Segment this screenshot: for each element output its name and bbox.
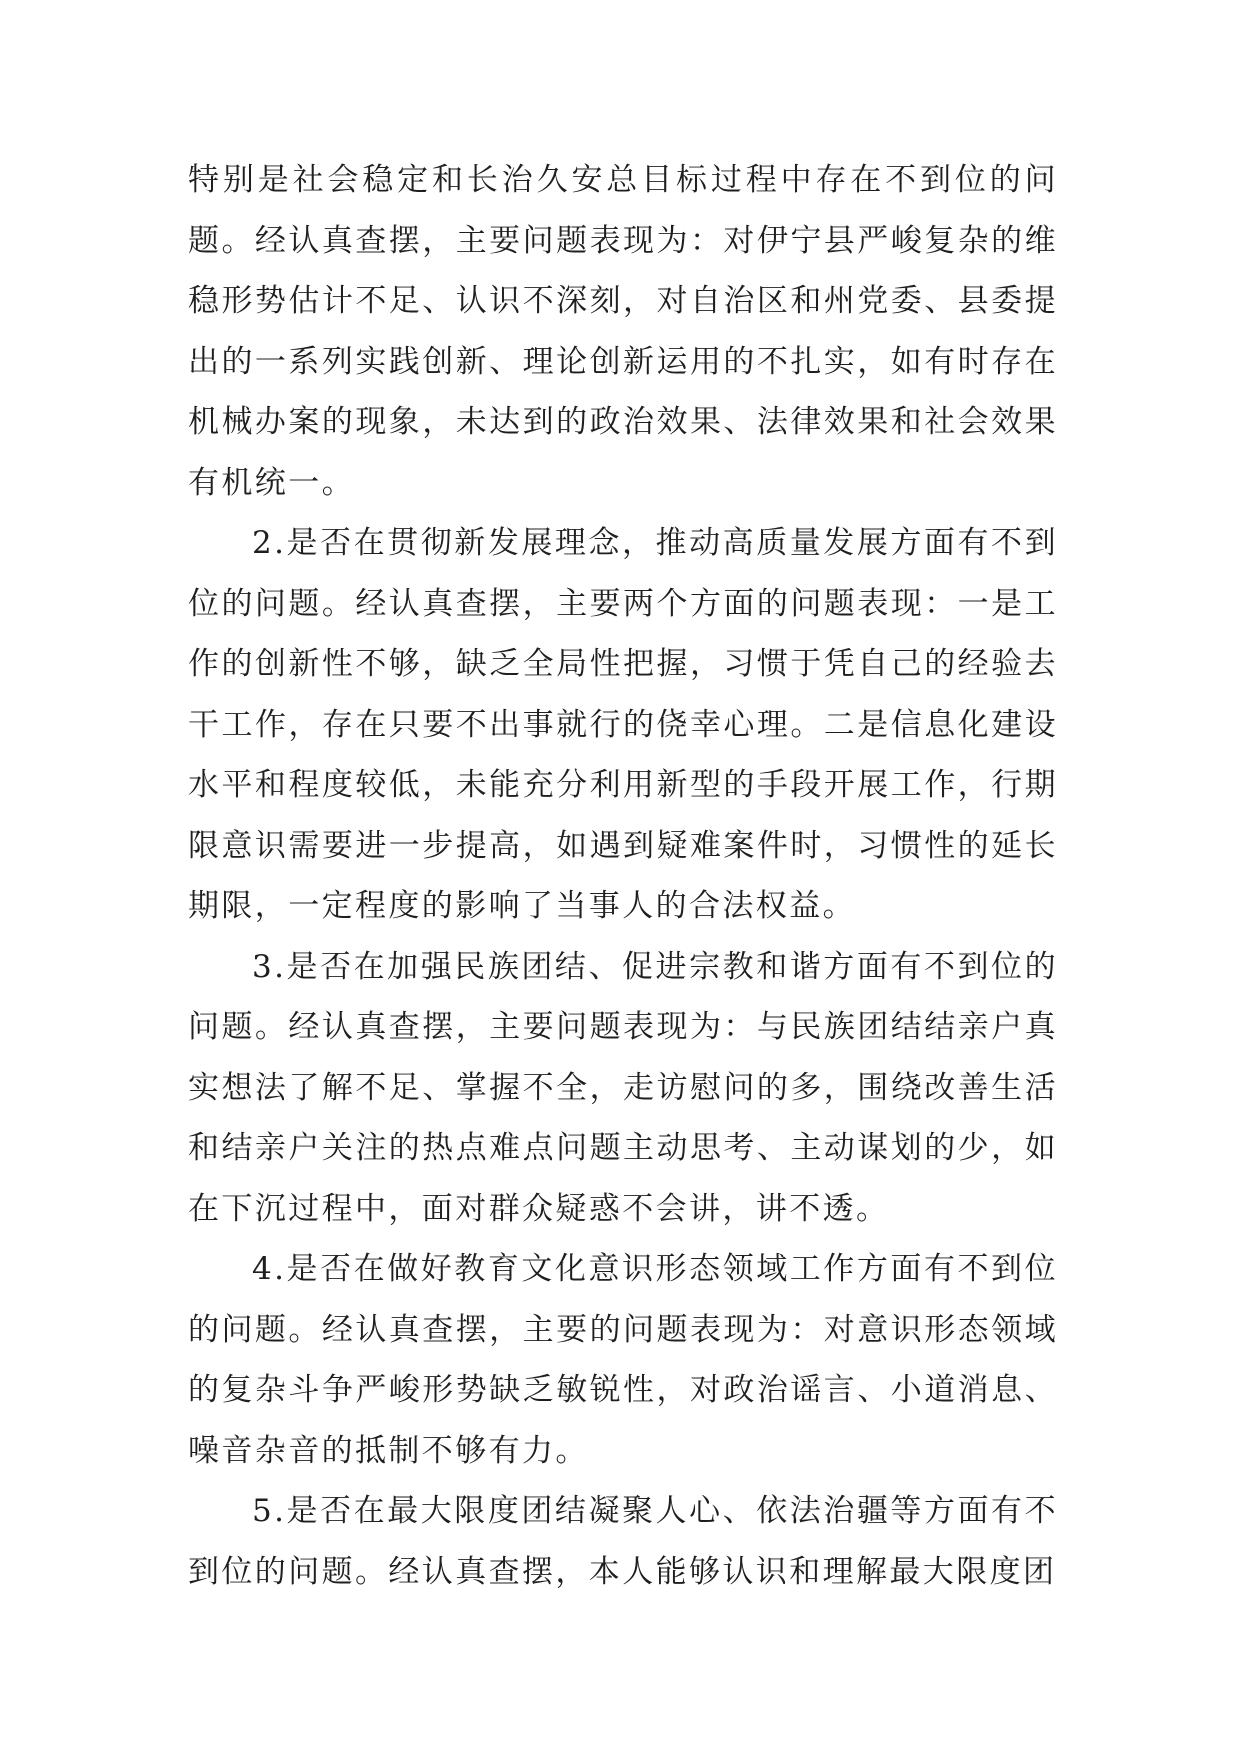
- paragraph-continuation: 特别是社会稳定和长治久安总目标过程中存在不到位的问题。经认真查摆，主要问题表现为：对伊宁县严峻复杂的维稳形势估计不足、认识不深刻，对自治区和州党委、县委提出的一系列实践创新、理论创新运用的不扎实，如有时存在机械办案的现象，未达到的政治效果、法律效果和社会效果有机统一。: [188, 162, 1058, 501]
- paragraph-item-3: 3.是否在加强民族团结、促进宗教和谐方面有不到位的问题。经认真查摆，主要问题表现为：与民族团结结亲户真实想法了解不足、掌握不全，走访慰问的多，围绕改善生活和结亲户关注的热点难点问题主动思考、主动谋划的少，如在下沉过程中，面对群众疑惑不会讲，讲不透。: [188, 948, 1058, 1227]
- paragraph-item-2: 2.是否在贯彻新发展理念，推动高质量发展方面有不到位的问题。经认真查摆，主要两个方面的问题表现：一是工作的创新性不够，缺乏全局性把握，习惯于凭自己的经验去干工作，存在只要不出事就行的侥幸心理。二是信息化建设水平和程度较低，未能充分利用新型的手段开展工作，行期限意识需要进一步提高，如遇到疑难案件时，习惯性的延长期限，一定程度的影响了当事人的合法权益。: [188, 525, 1058, 924]
- document-body: [188, 150, 1058, 1602]
- paragraph-item-4: 4.是否在做好教育文化意识形态领域工作方面有不到位的问题。经认真查摆，主要的问题表现为：对意识形态领域的复杂斗争严峻形势缺乏敏锐性，对政治谣言、小道消息、噪音杂音的抵制不够有力。: [188, 1251, 1058, 1469]
- paragraph-item-5: 5.是否在最大限度团结凝聚人心、依法治疆等方面有不到位的问题。经认真查摆，本人能够认识和理解最大限度团: [188, 1493, 1058, 1590]
